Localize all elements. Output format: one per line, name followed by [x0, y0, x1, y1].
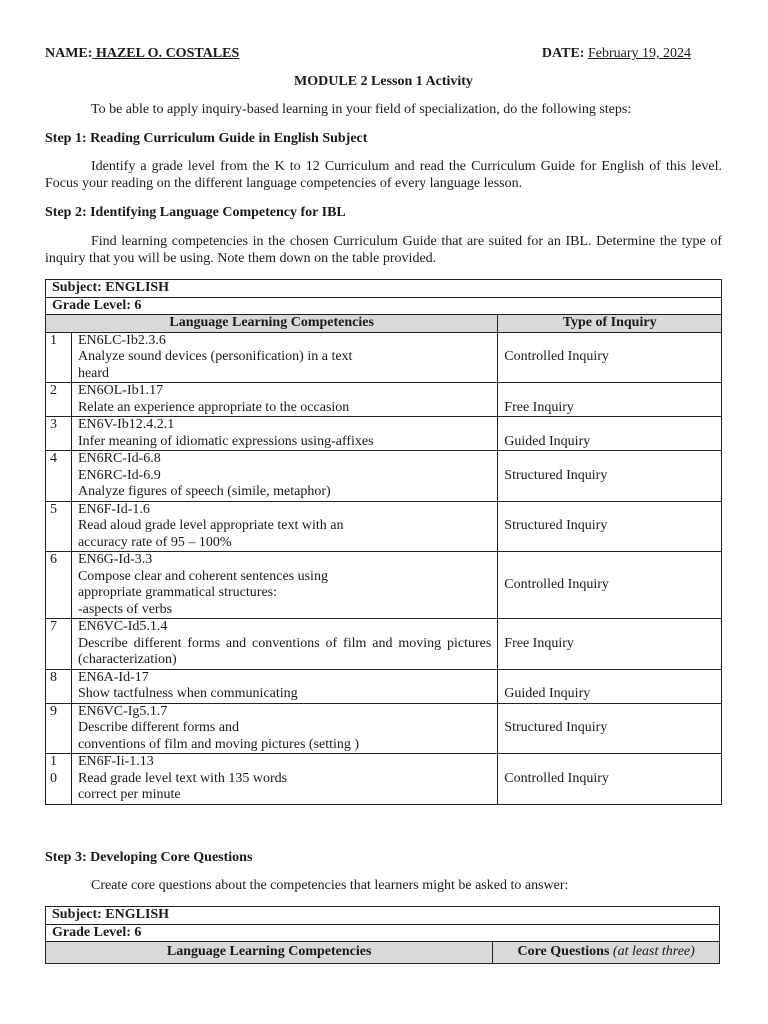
table-row	[46, 619, 722, 670]
competency-text: conventions of film and moving pictures (setting )	[77, 736, 360, 752]
step1-paragraph: Identify a grade level from the K to 12 Curriculum and read the Curriculum Guide for English of this level. Focus your reading on the different language competencies of every language lesson.	[45, 159, 722, 191]
inquiry-type-cell: Controlled Inquiry	[498, 754, 722, 805]
competency-text: Compose clear and coherent sentences using	[77, 568, 328, 584]
row-number: 9	[46, 703, 72, 754]
inquiry-type-cell: Free Inquiry	[498, 383, 722, 417]
competency-code: EN6LC-Ib2.3.6	[77, 332, 166, 348]
competency-text: accuracy rate of 95 – 100%	[77, 534, 232, 550]
row-number: 8	[46, 669, 72, 703]
date-label: DATE:	[541, 46, 585, 61]
table1-col-inquiry: Type of Inquiry	[498, 315, 722, 333]
competency-cell	[71, 669, 497, 703]
step3-paragraph: Create core questions about the competencies that learners might be asked to answer:	[91, 878, 569, 893]
competency-text: Show tactfulness when communicating	[77, 686, 298, 701]
competency-text: Read grade level text with 135 words	[77, 770, 288, 786]
competency-code: EN6G-Id-3.3	[77, 552, 153, 567]
competency-text: heard	[77, 365, 110, 381]
competency-cell	[71, 332, 497, 383]
competency-cell	[71, 754, 497, 805]
row-number: 3	[46, 417, 72, 451]
competency-text: Relate an experience appropriate to the occasion	[77, 399, 350, 415]
table2-col-questions	[493, 942, 720, 964]
competency-cell	[71, 501, 497, 552]
table2-subject: Subject: ENGLISH	[46, 907, 720, 925]
inquiry-type-cell: Structured Inquiry	[498, 703, 722, 754]
core-questions-table	[45, 906, 720, 964]
table-row	[46, 451, 722, 502]
row-number: 1	[46, 332, 72, 383]
name-field	[45, 46, 239, 63]
table1-grade: Grade Level: 6	[46, 297, 722, 315]
table2-grade: Grade Level: 6	[46, 924, 720, 942]
row-number: 5	[46, 501, 72, 552]
competency-text: Read aloud grade level appropriate text with an	[77, 518, 344, 533]
name-value: HAZEL O. COSTALES	[92, 46, 240, 61]
step2-heading: Step 2: Identifying Language Competency for IBL	[45, 205, 346, 220]
inquiry-type-cell: Controlled Inquiry	[498, 552, 722, 619]
competency-text: appropriate grammatical structures:	[77, 585, 277, 600]
document-title: MODULE 2 Lesson 1 Activity	[294, 74, 473, 89]
table-row	[46, 501, 722, 552]
table1-body	[46, 332, 722, 804]
table2-col-competencies: Language Learning Competencies	[46, 942, 493, 964]
competency-text: Analyze figures of speech (simile, metaphor)	[77, 484, 331, 499]
competency-table	[45, 279, 722, 805]
step3-heading: Step 3: Developing Core Questions	[45, 850, 253, 865]
table2-col-questions-label: Core Questions	[517, 944, 610, 959]
table-row	[46, 552, 722, 619]
table1-col-competencies: Language Learning Competencies	[46, 315, 498, 333]
inquiry-type-cell: Controlled Inquiry	[498, 332, 722, 383]
competency-cell	[71, 619, 497, 670]
inquiry-type-cell: Guided Inquiry	[498, 669, 722, 703]
intro-paragraph: To be able to apply inquiry-based learning in your field of specialization, do the following steps:	[91, 102, 632, 117]
competency-code: EN6F-Id-1.6	[77, 501, 150, 517]
inquiry-type-cell: Structured Inquiry	[498, 451, 722, 502]
competency-cell	[71, 552, 497, 619]
table1-subject: Subject: ENGLISH	[46, 280, 722, 298]
inquiry-type-cell: Guided Inquiry	[498, 417, 722, 451]
competency-cell	[71, 703, 497, 754]
competency-text: Analyze sound devices (personification) in a text	[77, 349, 353, 364]
competency-code: EN6OL-Ib1.17	[77, 383, 164, 398]
name-label: NAME:	[45, 46, 93, 61]
inquiry-type-cell: Free Inquiry	[498, 619, 722, 670]
row-number: 2	[46, 383, 72, 417]
date-field	[542, 46, 691, 63]
competency-code: EN6VC-Id5.1.4	[77, 619, 168, 634]
date-value: February 19, 2024	[587, 46, 691, 61]
header-row	[45, 46, 722, 64]
competency-text: Infer meaning of idiomatic expressions using-affixes	[77, 433, 374, 449]
competency-text: -aspects of verbs	[77, 601, 173, 617]
table-row	[46, 383, 722, 417]
competency-code: EN6V-Ib12.4.2.1	[77, 417, 175, 432]
competency-code: EN6A-Id-17	[77, 669, 149, 685]
table-row	[46, 332, 722, 383]
table-row	[46, 417, 722, 451]
competency-cell	[71, 417, 497, 451]
table-row	[46, 754, 722, 805]
row-number: 6	[46, 552, 72, 619]
competency-text: EN6RC-Id-6.9	[77, 467, 161, 483]
step2-paragraph: Find learning competencies in the chosen Curriculum Guide that are suited for an IBL. Determine the type of inquiry that you will be using. Note them down on the table provided.	[45, 234, 722, 266]
competency-cell	[71, 451, 497, 502]
table2-col-questions-note: (at least three)	[612, 944, 695, 959]
competency-code: EN6F-Ii-1.13	[77, 754, 154, 769]
inquiry-type-cell: Structured Inquiry	[498, 501, 722, 552]
row-number: 1 0	[46, 754, 72, 805]
table-row	[46, 669, 722, 703]
table-row	[46, 703, 722, 754]
row-number: 4	[46, 451, 72, 502]
row-number: 7	[46, 619, 72, 670]
competency-code: EN6RC-Id-6.8	[77, 451, 161, 466]
competency-cell	[71, 383, 497, 417]
competency-text: correct per minute	[77, 787, 181, 802]
step1-heading: Step 1: Reading Curriculum Guide in English Subject	[45, 131, 368, 146]
competency-code: EN6VC-Ig5.1.7	[77, 703, 168, 719]
competency-text: Describe different forms and	[77, 720, 240, 735]
competency-text: Describe different forms and conventions of film and moving pictures (characterization)	[77, 635, 492, 667]
